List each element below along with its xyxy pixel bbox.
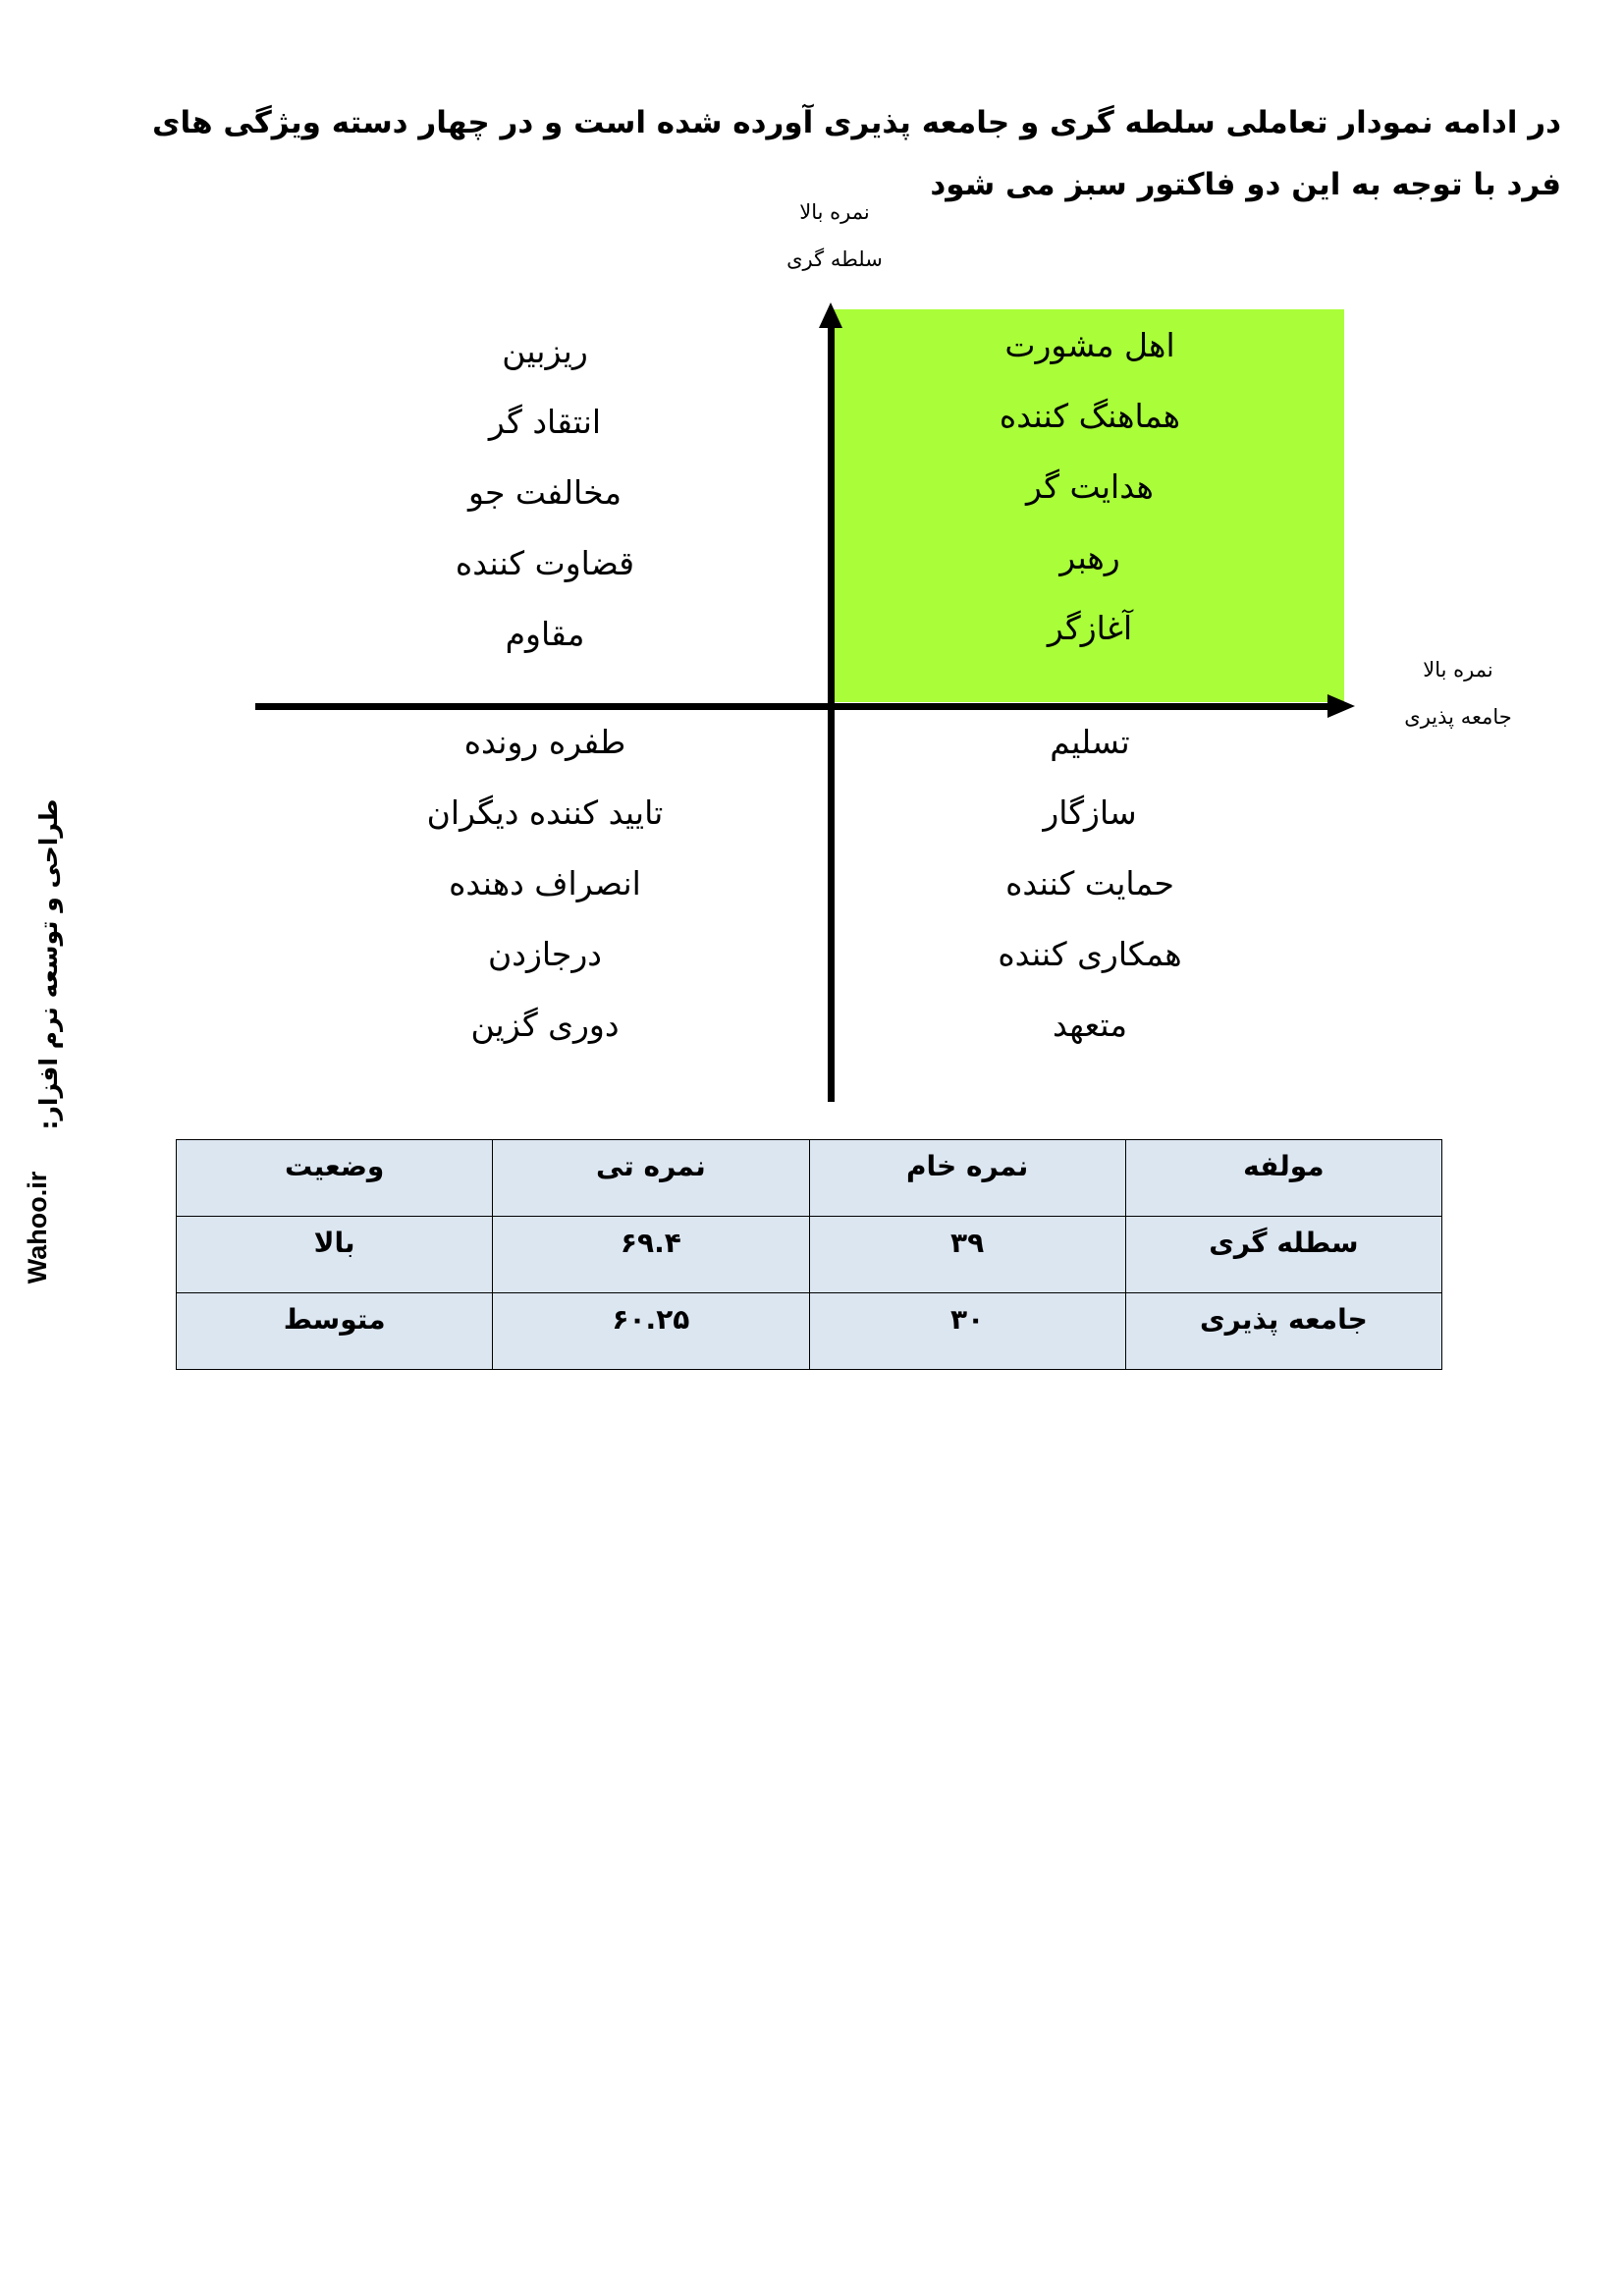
quadrant-item: طفره رونده bbox=[463, 723, 626, 761]
y-axis-caption-line1: نمره بالا bbox=[799, 200, 870, 224]
y-axis-caption bbox=[727, 189, 943, 283]
table-cell: ۶۹.۴ bbox=[493, 1217, 809, 1293]
arrow-right-icon bbox=[1327, 694, 1355, 718]
quadrant-item: متعهد bbox=[1052, 1006, 1128, 1044]
quadrant-item: سازگار bbox=[1043, 793, 1137, 832]
table-cell: سطله گری bbox=[1125, 1217, 1441, 1293]
x-axis-caption bbox=[1350, 646, 1566, 740]
quadrant-bottom-right bbox=[884, 707, 1296, 1061]
quadrant-item: تسلیم bbox=[1050, 723, 1130, 761]
table-row bbox=[177, 1217, 1442, 1293]
table-cell: ۳۰ bbox=[809, 1293, 1125, 1370]
table-cell: ۶۰.۲۵ bbox=[493, 1293, 809, 1370]
quadrant-item: قضاوت کننده bbox=[455, 544, 635, 582]
quadrant-item: مقاوم bbox=[505, 615, 585, 653]
table-cell: بالا bbox=[177, 1217, 493, 1293]
sidebar-site-link[interactable]: Wahoo.ir bbox=[23, 1171, 52, 1285]
quadrant-item: هماهنگ کننده bbox=[999, 397, 1181, 435]
sidebar-credit-text: طراحی و توسعه نرم افزار: bbox=[34, 798, 63, 1130]
x-axis-caption-line2: جامعه پذیری bbox=[1404, 705, 1512, 729]
table-cell: متوسط bbox=[177, 1293, 493, 1370]
arrow-up-icon bbox=[819, 302, 842, 328]
table-header-cell: نمره خام bbox=[809, 1140, 1125, 1217]
table-cell: جامعه پذیری bbox=[1125, 1293, 1441, 1370]
quadrant-item: همکاری کننده bbox=[998, 935, 1182, 973]
table-header-cell: نمره تی bbox=[493, 1140, 809, 1217]
score-table bbox=[176, 1139, 1442, 1370]
quadrant-item: مخالفت جو bbox=[467, 473, 623, 512]
quadrant-item: تایید کننده دیگران bbox=[426, 793, 664, 832]
table-row bbox=[177, 1293, 1442, 1370]
quadrant-top-left bbox=[339, 316, 751, 670]
quadrant-bottom-left bbox=[339, 707, 751, 1061]
quadrant-item: انصراف دهنده bbox=[449, 864, 641, 902]
table-header-cell: وضعیت bbox=[177, 1140, 493, 1217]
quadrant-item: انتقاد گر bbox=[488, 403, 602, 441]
quadrant-item: حمایت کننده bbox=[1005, 864, 1174, 902]
quadrant-item: دوری گزین bbox=[470, 1006, 620, 1044]
quadrant-item: هدایت گر bbox=[1026, 467, 1154, 506]
intro-paragraph: در ادامه نمودار تعاملی سلطه گری و جامعه پذیری آورده شده است و در چهار دسته ویژگی های فرد با توجه به این دو فاکتور سبز می شود bbox=[152, 105, 1561, 202]
table-header-cell: مولفه bbox=[1125, 1140, 1441, 1217]
table-cell: ۳۹ bbox=[809, 1217, 1125, 1293]
vertical-axis bbox=[828, 324, 835, 1102]
y-axis-caption-line2: سلطه گری bbox=[786, 247, 883, 271]
quadrant-item: رهبر bbox=[1059, 538, 1120, 576]
table-header-row bbox=[177, 1140, 1442, 1217]
quadrant-item: اهل مشورت bbox=[1004, 326, 1175, 364]
x-axis-caption-line1: نمره بالا bbox=[1423, 658, 1493, 682]
quadrant-item: درجازدن bbox=[488, 935, 602, 973]
quadrant-item: ریزبین bbox=[502, 332, 588, 370]
quadrant-item: آغازگر bbox=[1047, 609, 1133, 647]
quadrant-top-right bbox=[884, 310, 1296, 664]
